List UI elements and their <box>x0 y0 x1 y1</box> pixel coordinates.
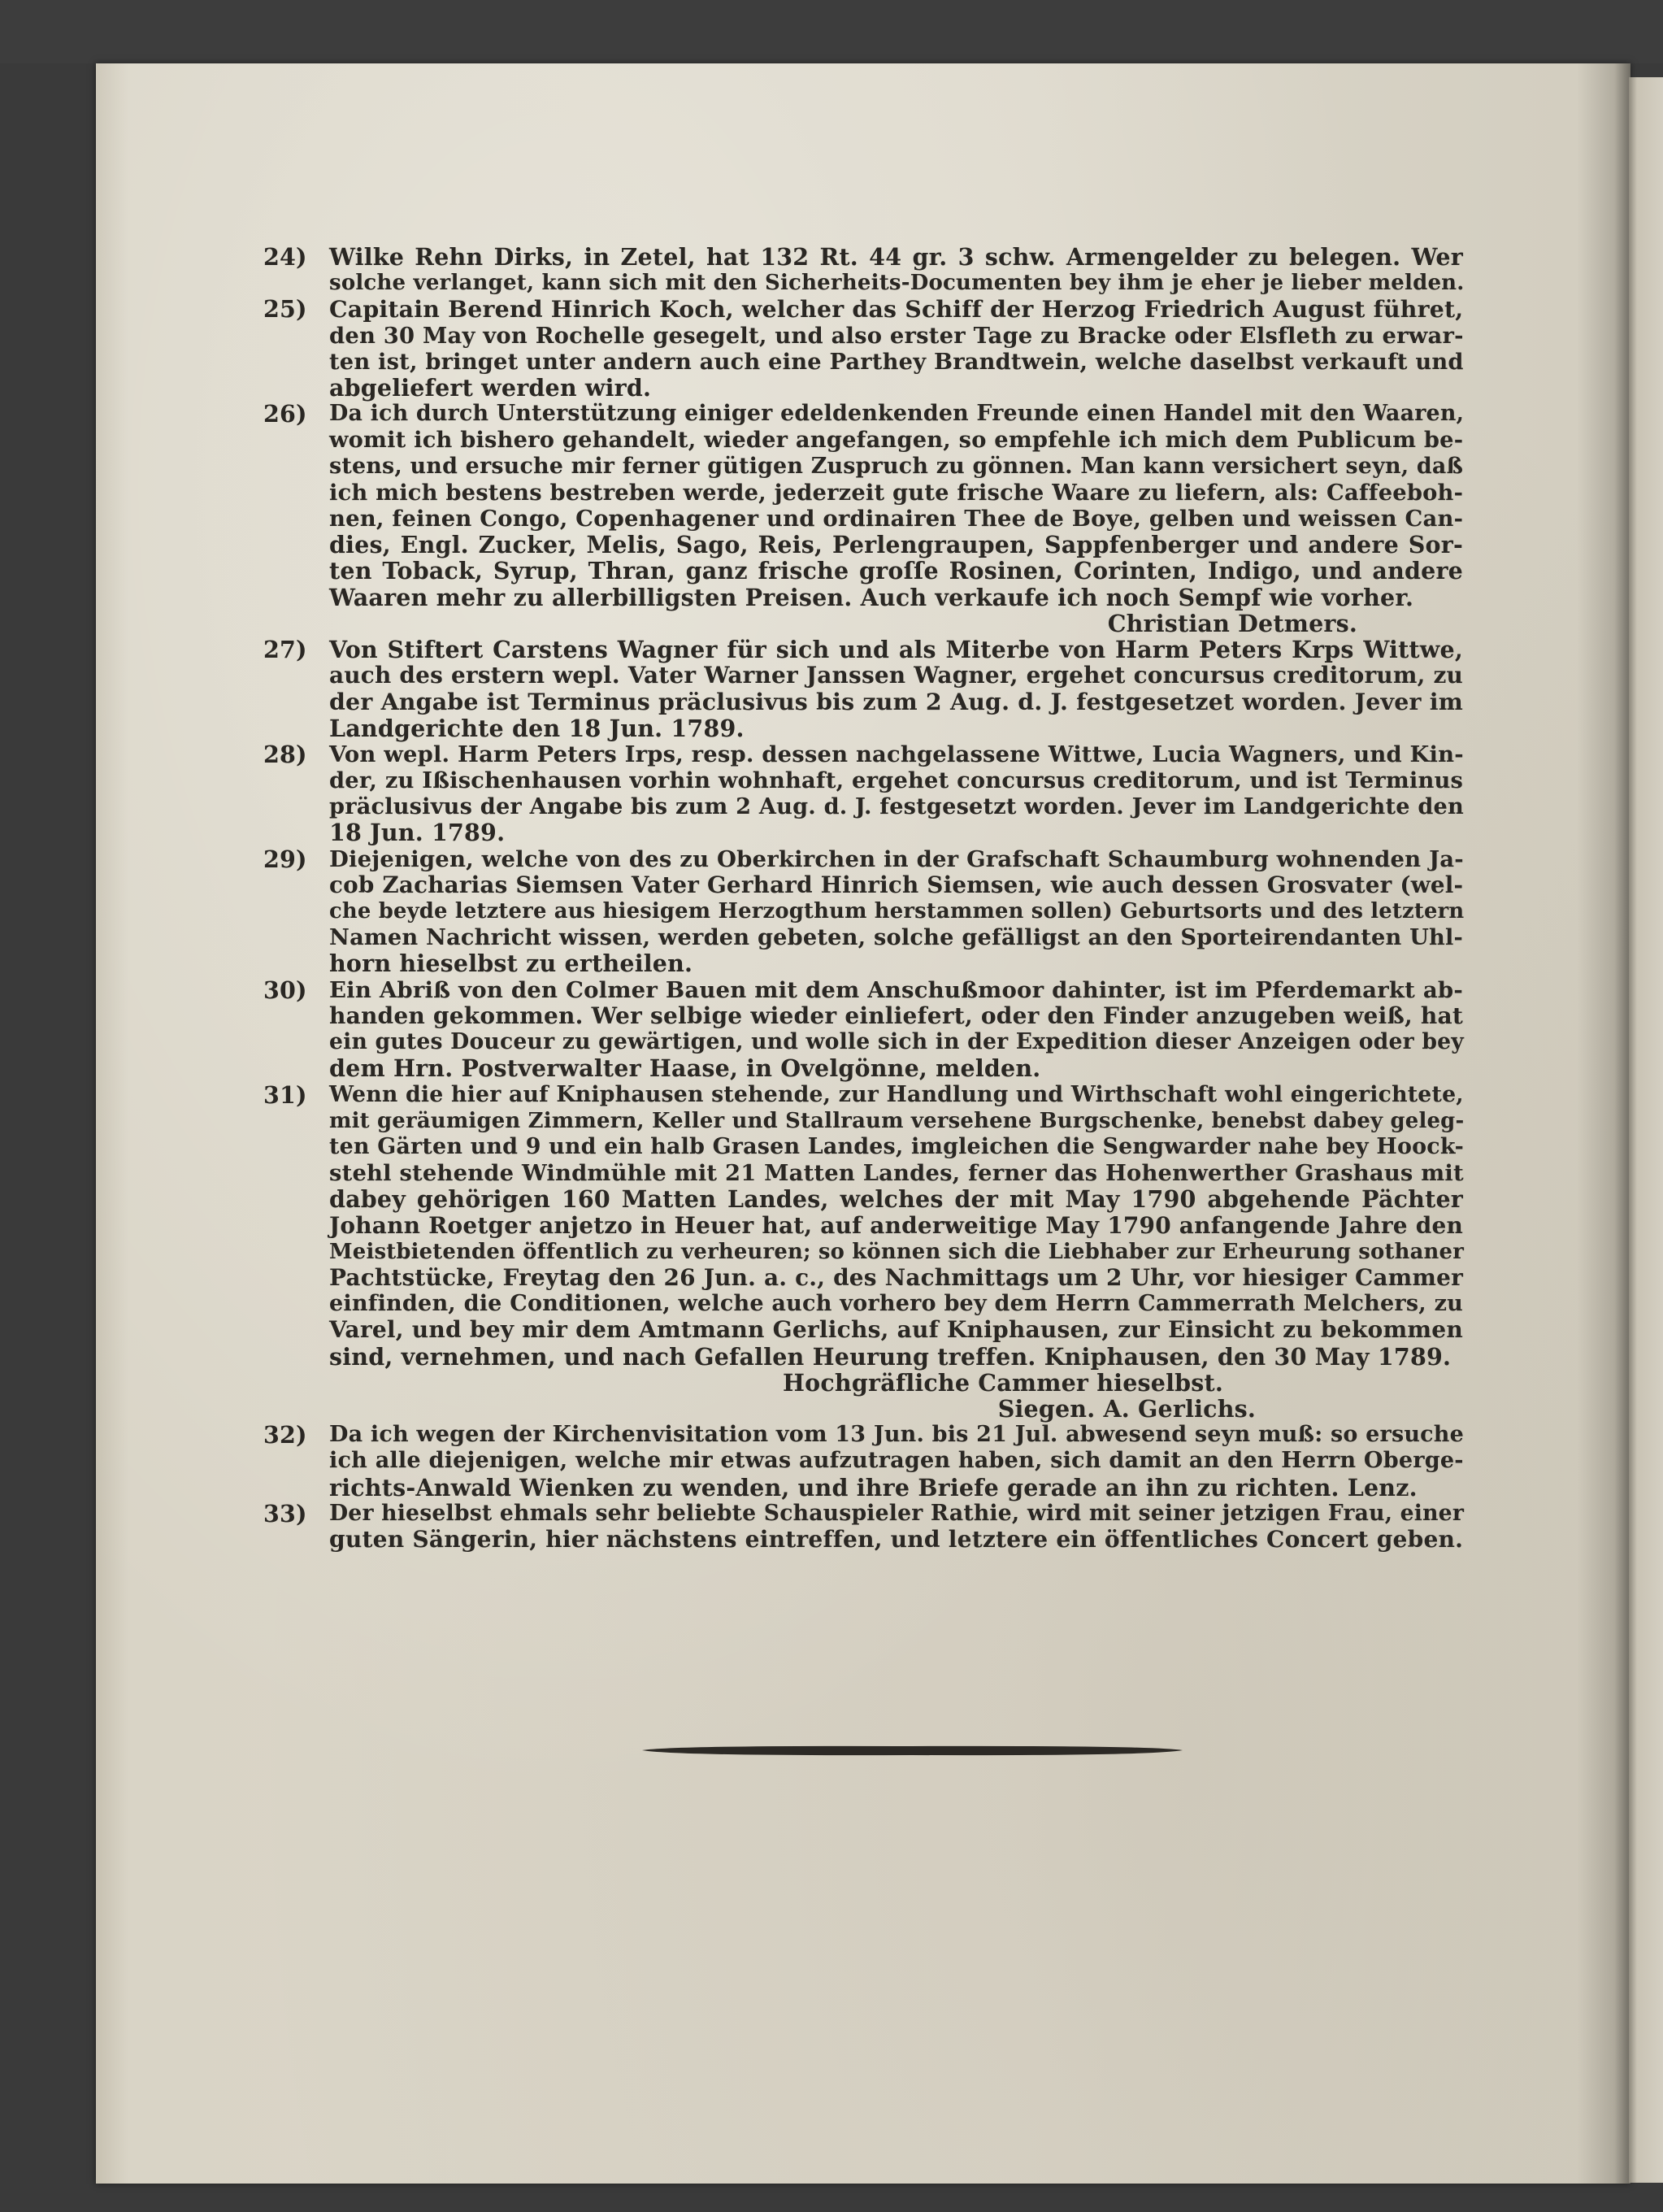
entry-text-line: ten ist, bringet unter andern auch eine Parthey Brandtwein, welche daselbst verkauft und <box>329 348 1464 375</box>
entry-text-line: auch des erstern wepl. Vater Warner Janssen Wagner, ergehet concursus creditorum, zu <box>329 662 1463 689</box>
entry-text-line: cob Zacharias Siemsen Vater Gerhard Hinrich Siemsen, wie auch dessen Grosvater (wel- <box>329 871 1464 898</box>
entry-text-line: Da ich durch Unterstützung einiger edeldenkenden Freunde einen Handel mit den Waaren, <box>329 401 1465 427</box>
entry-text-line: ten Gärten und 9 und ein halb Grasen Landes, imgleichen die Sengwarder nahe bey Hoock- <box>329 1133 1464 1159</box>
entry-text-line: dabey gehörigen 160 Matten Landes, welches der mit May 1790 abgehende Pächter <box>329 1185 1463 1214</box>
entry-text-line: nen, feinen Congo, Copenhagener und ordinairen Thee de Boye, gelben und weissen Can- <box>329 506 1464 532</box>
announcement-entry <box>244 1082 1463 1423</box>
entry-text-line: 18 Jun. 1789. <box>329 819 506 847</box>
announcement-entry <box>244 1501 1463 1553</box>
announcement-entry <box>244 401 1463 637</box>
entry-text-line: der Angabe ist Terminus präclusivus bis zum 2 Aug. d. J. festgesetzet worden. Jever im <box>329 688 1463 716</box>
entry-text-line: stehl stehende Windmühle mit 21 Matten Landes, ferner das Hohenwerther Grashaus mit <box>329 1160 1464 1187</box>
entry-text-line: ein gutes Douceur zu gewärtigen, und wolle sich in der Expedition dieser Anzeigen oder bey <box>329 1029 1464 1055</box>
closing-rule <box>642 1744 1183 1758</box>
entry-text-line: dies, Engl. Zucker, Melis, Sago, Reis, Perlengraupen, Sappfenberger und andere Sor- <box>329 531 1463 559</box>
announcement-entry <box>244 977 1463 1082</box>
entry-text-line: Meistbietenden öffentlich zu verheuren; so können sich die Liebhaber zur Erheurung sothaner <box>329 1239 1465 1264</box>
entry-number: 32) <box>263 1421 307 1449</box>
entry-text-line: der, zu Ißischenhausen vorhin wohnhaft, ergehet concursus creditorum, und ist Terminus <box>329 767 1464 794</box>
entry-text-line: mit geräumigen Zimmern, Keller und Stallraum versehene Burgschenke, benebst dabey geleg- <box>329 1108 1465 1133</box>
entry-text-line: dem Hrn. Postverwalter Haase, in Ovelgönne, melden. <box>329 1054 1041 1083</box>
entry-text-line: abgeliefert werden wird. <box>329 374 652 402</box>
entry-text-line: solche verlanget, kann sich mit den Sicherheits-Documenten bey ihm je eher je lieber melden. <box>329 271 1465 296</box>
gutter-shadow <box>1577 63 1630 2184</box>
entry-text-line: che beyde letztere aus hiesigem Herzogthum herstammen sollen) Geburtsorts und des letztern <box>329 899 1465 924</box>
entry-text-line: ten Toback, Syrup, Thran, ganz frische groſſe Rosinen, Corinten, Indigo, und andere <box>329 557 1463 585</box>
entry-signature: Hochgräfliche Cammer hieselbst. <box>783 1368 1223 1397</box>
entry-text-line: womit ich bishero gehandelt, wieder angefangen, so empfehle ich mich dem Publicum be- <box>329 427 1464 454</box>
announcement-entry <box>244 296 1463 401</box>
entry-text-line: Wenn die hier auf Kniphausen stehende, zur Handlung und Wirthschaft wohl eingerichtete, <box>329 1081 1464 1107</box>
entry-number: 30) <box>263 976 307 1004</box>
entry-text-line: handen gekommen. Wer selbige wieder einliefert, oder den Finder anzugeben weiß, hat <box>329 1002 1463 1029</box>
entry-text-line: Da ich wegen der Kirchenvisitation vom 13 Jun. bis 21 Jul. abwesend seyn muß: so ersuche <box>329 1422 1464 1448</box>
entry-signature-secondary: Siegen. A. Gerlichs. <box>997 1394 1256 1423</box>
entry-text-line: Wilke Rehn Dirks, in Zetel, hat 132 Rt. 44 gr. 3 schw. Armengelder zu belegen. Wer <box>329 243 1463 271</box>
facing-page-edge <box>1629 77 1663 2183</box>
entry-text-line: Waaren mehr zu allerbilligsten Preisen. Auch verkaufe ich noch Sempf wie vorher. <box>329 583 1414 611</box>
entry-number: 33) <box>263 1499 307 1528</box>
entry-signature: Christian Detmers. <box>1107 609 1357 637</box>
entry-text-line: Von wepl. Harm Peters Irps, resp. dessen nachgelassene Wittwe, Lucia Wagners, und Kin- <box>329 741 1464 767</box>
entry-text-line: ich mich bestens bestreben werde, jederzeit gute frische Waare zu liefern, als: Caffeeboh- <box>329 479 1464 506</box>
entry-number: 28) <box>263 740 307 768</box>
announcement-entry <box>244 637 1463 741</box>
entry-text-line: guten Sängerin, hier nächstens eintreffen, und letztere ein öffentliches Concert geben. <box>329 1525 1464 1553</box>
entry-text-line: Varel, und bey mir dem Amtmann Gerlichs, auf Kniphausen, zur Einsicht zu bekommen <box>329 1316 1463 1344</box>
entry-number: 25) <box>263 295 307 324</box>
announcement-entry <box>244 1422 1463 1501</box>
announcement-entry <box>244 244 1463 296</box>
entry-text-line: Johann Roetger anjetzo in Heuer hat, auf anderweitige May 1790 anfangende Jahre den <box>329 1211 1463 1239</box>
entry-text-line: richts-Anwald Wienken zu wenden, und ihre Briefe gerade an ihn zu richten. Lenz. <box>329 1473 1418 1501</box>
entry-text-line: Von Stiftert Carstens Wagner für sich und als Miterbe von Harm Peters Krps Wittwe, <box>329 636 1463 664</box>
entry-number: 31) <box>263 1080 307 1109</box>
entry-text-line: sind, vernehmen, und nach Gefallen Heurung treffen. Kniphausen, den 30 May 1789. <box>329 1342 1452 1371</box>
announcement-entry <box>244 741 1463 846</box>
announcement-list <box>244 244 1463 1553</box>
entry-text-line: stens, und ersuche mir ferner gütigen Zuspruch zu gönnen. Man kann versichert seyn, daß <box>329 453 1464 479</box>
entry-number: 26) <box>263 400 307 428</box>
entry-text-line: präclusivus der Angabe bis zum 2 Aug. d. J. festgesetzt worden. Jever im Landgerichte den <box>329 793 1464 820</box>
entry-number: 27) <box>263 636 307 664</box>
entry-text-line: Ein Abriß von den Colmer Bauen mit dem Anschußmoor dahinter, ist im Pferdemarkt ab- <box>329 976 1463 1003</box>
entry-text-line: Diejenigen, welche von des zu Oberkirchen in der Grafschaft Schaumburg wohnenden Ja- <box>329 845 1464 872</box>
entry-number: 29) <box>263 845 307 873</box>
scanner-backdrop <box>0 0 1663 63</box>
entry-text-line: Landgerichte den 18 Jun. 1789. <box>329 714 745 742</box>
entry-text-line: Pachtstücke, Freytag den 26 Jun. a. c., des Nachmittags um 2 Uhr, vor hiesiger Cammer <box>329 1263 1463 1291</box>
entry-text-line: Der hieselbst ehmals sehr beliebte Schauspieler Rathie, wird mit seiner jetzigen Frau, einer <box>329 1500 1465 1526</box>
entry-text-line: Capitain Berend Hinrich Koch, welcher das Schiff der Herzog Friedrich August führet, <box>329 295 1464 324</box>
entry-text-line: ich alle diejenigen, welche mir etwas aufzutragen haben, sich damit an den Herrn Oberge- <box>329 1448 1464 1474</box>
announcement-entry <box>244 846 1463 977</box>
entry-number: 24) <box>263 243 307 271</box>
entry-text-line: horn hieselbst zu ertheilen. <box>329 950 693 978</box>
entry-text-line: den 30 May von Rochelle gesegelt, und also erster Tage zu Bracke oder Elsfleth zu erwar- <box>329 322 1464 349</box>
entry-text-line: Namen Nachricht wissen, werden gebeten, solche gefälligst an den Sporteirendanten Uhl- <box>329 924 1464 951</box>
entry-text-line: einfinden, die Conditionen, welche auch vorhero bey dem Herrn Cammerrath Melchers, zu <box>329 1291 1463 1317</box>
